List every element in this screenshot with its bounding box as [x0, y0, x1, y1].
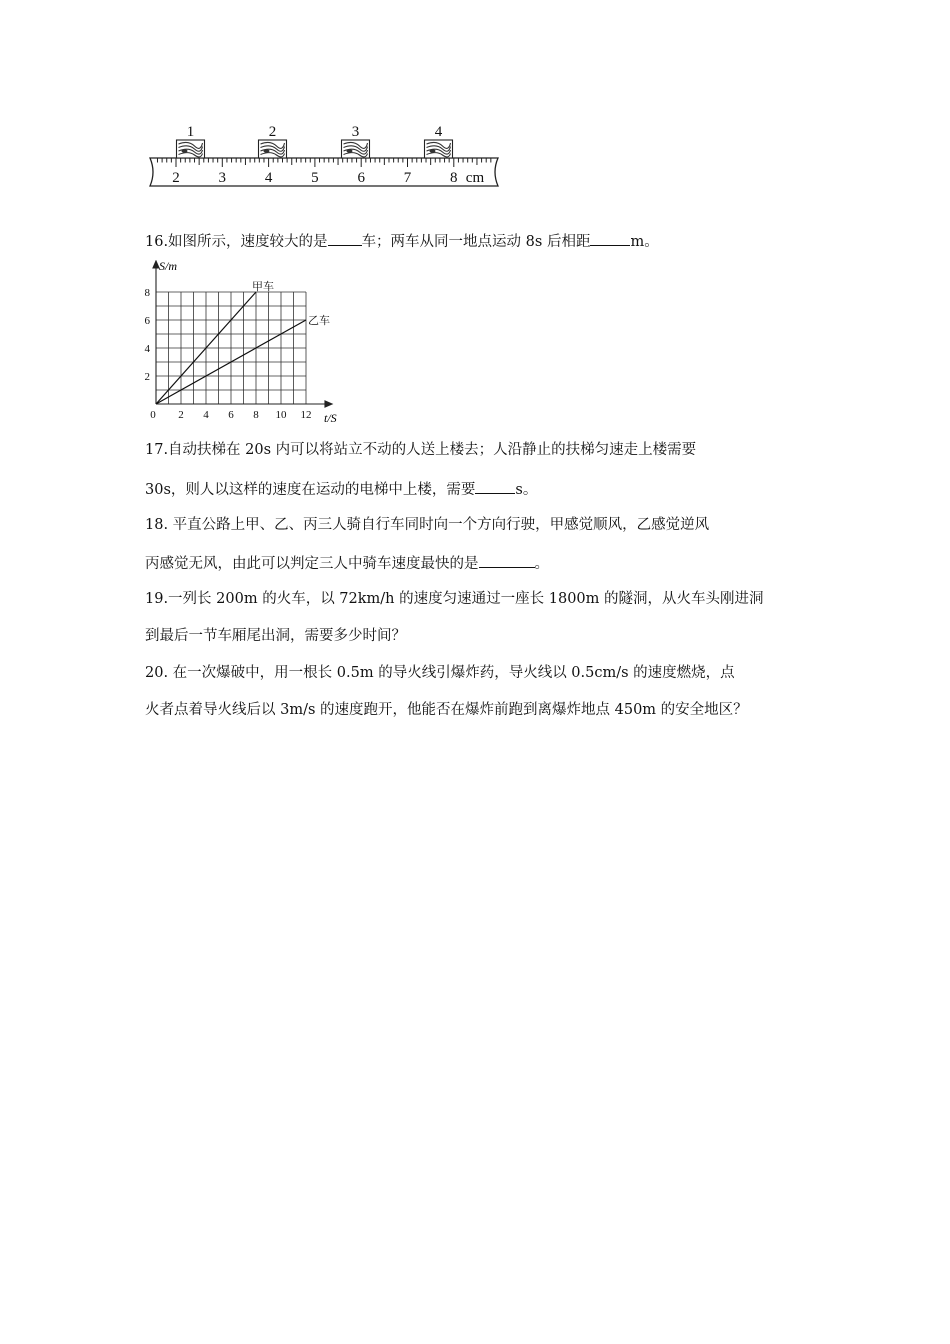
- q17-line1: 17.自动扶梯在 20s 内可以将站立不动的人送上楼去；人沿静止的扶梯匀速走上楼需要: [145, 442, 697, 458]
- svg-text:1: 1: [186, 124, 195, 140]
- graph-series: [156, 280, 330, 404]
- s-t-graph: [140, 260, 350, 428]
- question-19-line-1: [145, 589, 764, 609]
- ruler-block: [259, 124, 287, 158]
- ruler-scale-label: 6: [357, 170, 365, 186]
- ruler-block: [342, 124, 370, 158]
- q18-line2a: 丙感觉无风，由此可以判定三人中骑车速度最快的是: [145, 556, 479, 572]
- q20-line2: 火者点着导火线后以 3m/s 的速度跑开，他能否在爆炸前跑到离爆炸地点 450m 的安全地区？: [145, 702, 748, 718]
- series-label: 乙车: [308, 315, 330, 327]
- x-tick-label: 10: [275, 409, 287, 421]
- ruler-figure: [142, 122, 504, 194]
- x-tick-label: 8: [253, 409, 259, 421]
- ruler-scale-label: 2: [172, 170, 180, 186]
- series-label: 甲车: [252, 281, 274, 293]
- q16-text-b: 车；两车从同一地点运动 8s 后相距: [361, 234, 591, 250]
- svg-text:2: 2: [268, 124, 277, 140]
- ruler-block: [177, 124, 205, 158]
- question-17-line-2: [145, 478, 537, 500]
- q17-line2b: s。: [515, 482, 538, 498]
- q20-line1: 20. 在一次爆破中，用一根长 0.5m 的导火线引爆炸药，导火线以 0.5cm/s 的速度燃烧，点: [145, 665, 735, 681]
- q19-line2: 到最后一节车厢尾出洞，需要多少时间？: [145, 628, 406, 644]
- ruler-scale-label: 7: [403, 170, 412, 186]
- ruler-scale-label: 4: [264, 170, 273, 186]
- y-tick-label: 4: [144, 343, 150, 355]
- y-tick-label: 6: [144, 315, 150, 327]
- svg-text:4: 4: [434, 124, 443, 140]
- ruler-block: [425, 124, 453, 158]
- question-18-line-1: [145, 515, 709, 535]
- x-tick-label: 0: [150, 409, 156, 421]
- ruler-unit-label: cm: [465, 170, 485, 186]
- question-18-line-2: [145, 552, 549, 574]
- x-axis-label: t/S: [324, 411, 337, 425]
- q18-line1: 18. 平直公路上甲、乙、丙三人骑自行车同时向一个方向行驶，甲感觉顺风，乙感觉逆风: [145, 517, 710, 533]
- question-16: [145, 230, 659, 252]
- q16-blank-1[interactable]: [328, 230, 362, 246]
- y-tick-label: 8: [144, 287, 150, 299]
- question-20-line-2: [145, 700, 748, 720]
- y-axis-label: S/m: [159, 260, 177, 273]
- q16-text-c: m。: [630, 234, 659, 250]
- q19-line1: 19.一列长 200m 的火车，以 72km/h 的速度匀速通过一座长 1800m 的隧洞，从火车头刚进洞: [145, 591, 764, 607]
- ruler-scale-label: 8: [450, 170, 458, 186]
- x-tick-label: 6: [228, 409, 234, 421]
- question-19-line-2: [145, 626, 406, 646]
- x-tick-label: 12: [300, 409, 312, 421]
- q17-line2a: 30s，则人以这样的速度在运动的电梯中上楼，需要: [145, 482, 476, 498]
- q17-blank[interactable]: [475, 478, 515, 494]
- q16-blank-2[interactable]: [590, 230, 630, 246]
- q16-text-a: 16.如图所示，速度较大的是: [145, 234, 328, 250]
- graph-tick-labels: [145, 287, 312, 421]
- graph-grid: [156, 292, 306, 404]
- ruler-scale-label: 3: [218, 170, 227, 186]
- y-tick-label: 2: [144, 371, 150, 383]
- ruler-blocks: [177, 124, 453, 158]
- ruler-scale-label: 5: [311, 170, 319, 186]
- x-tick-label: 4: [203, 409, 209, 421]
- question-17-line-1: [145, 440, 696, 460]
- question-20-line-1: [145, 663, 735, 683]
- svg-text:3: 3: [351, 124, 360, 140]
- q18-line2b: 。: [534, 556, 549, 572]
- q18-blank[interactable]: [479, 552, 535, 568]
- x-tick-label: 2: [178, 409, 184, 421]
